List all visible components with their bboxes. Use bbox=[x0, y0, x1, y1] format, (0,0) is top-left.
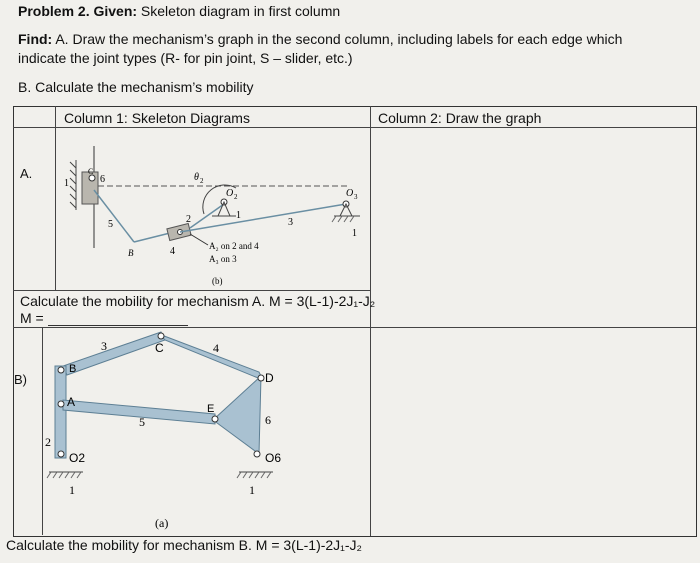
label-a-b: A bbox=[67, 395, 76, 409]
column-2-header: Column 2: Draw the graph bbox=[378, 110, 542, 126]
caption-b: (b) bbox=[212, 276, 223, 286]
link-3-b bbox=[63, 332, 165, 375]
link-6-b bbox=[213, 376, 261, 454]
label-o2-sub: 2 bbox=[234, 193, 238, 201]
calc-a-top-rule bbox=[13, 290, 370, 291]
label-ground-right-b: 1 bbox=[249, 483, 255, 497]
ground-hatch-left bbox=[70, 160, 76, 210]
pin-e-b bbox=[212, 416, 218, 422]
label-link3: 3 bbox=[288, 217, 293, 228]
label-link4: 4 bbox=[170, 246, 175, 257]
label-link2: 2 bbox=[186, 214, 191, 225]
skeleton-diagram-a bbox=[56, 128, 370, 290]
label-o3-sub: 3 bbox=[354, 193, 358, 201]
label-ground-left-b: 1 bbox=[69, 483, 75, 497]
label-link1-mid: 1 bbox=[236, 210, 241, 221]
label-o3: O bbox=[346, 188, 354, 199]
row-a-label: A. bbox=[20, 166, 33, 181]
find-label: Find: bbox=[18, 31, 53, 47]
label-o2-b: O2 bbox=[69, 451, 86, 465]
skeleton-diagram-b bbox=[43, 328, 370, 535]
link-4-b bbox=[159, 334, 263, 380]
pin-o6-b bbox=[254, 451, 260, 457]
calc-a-m-prefix: M = bbox=[20, 310, 44, 326]
label-d-b: D bbox=[265, 371, 274, 385]
label-c: C bbox=[88, 167, 94, 176]
calc-a-text: Calculate the mobility for mechanism A. M = 3(L-1)-2J₁-J₂ bbox=[20, 293, 376, 309]
problem-title bbox=[18, 3, 340, 19]
ground-o6-hatch bbox=[237, 472, 271, 478]
label-theta2-sub: 2 bbox=[200, 177, 204, 185]
caption-a: (a) bbox=[155, 516, 169, 530]
note-pointer bbox=[190, 234, 208, 245]
problem-heading-rest: Skeleton diagram in first column bbox=[137, 3, 341, 19]
o3-hatch bbox=[332, 216, 354, 222]
label-e-b: E bbox=[207, 403, 215, 415]
label-link2-b: 2 bbox=[45, 435, 51, 449]
label-b: B bbox=[128, 248, 134, 258]
calc-a-answer-line bbox=[20, 310, 188, 326]
pin-c-b bbox=[158, 333, 164, 339]
problem-heading: Problem 2. Given: bbox=[18, 3, 138, 19]
label-c-b: C bbox=[155, 341, 164, 355]
pin-d-b bbox=[258, 375, 264, 381]
label-b-b: B bbox=[69, 363, 77, 375]
find-instructions bbox=[18, 30, 658, 68]
label-o6-b: O6 bbox=[265, 451, 282, 465]
note-line-1: A₂ on 2 and 4 bbox=[209, 241, 259, 251]
note-line-2: A₃ on 3 bbox=[209, 254, 237, 264]
label-link4-b: 4 bbox=[213, 341, 219, 355]
pin-a-b bbox=[58, 401, 64, 407]
label-link3-b: 3 bbox=[101, 339, 107, 353]
calc-a-answer-blank[interactable] bbox=[48, 312, 188, 326]
column-1-header: Column 1: Skeleton Diagrams bbox=[64, 110, 250, 126]
link-2-b bbox=[55, 366, 66, 458]
ground-o2-hatch bbox=[47, 472, 81, 478]
label-link5-b: 5 bbox=[139, 415, 145, 429]
label-o2: O bbox=[226, 188, 234, 199]
find-text: A. Draw the mechanism’s graph in the second column, including labels for each edge which indicate the joint types (R- for pin joint, S – slider, etc.) bbox=[18, 31, 623, 66]
link-5 bbox=[94, 190, 134, 242]
label-link5: 5 bbox=[108, 219, 113, 230]
label-link6-b: 6 bbox=[265, 413, 271, 427]
pin-b-b bbox=[58, 367, 64, 373]
label-theta2: θ bbox=[194, 172, 199, 183]
pin-o2-b bbox=[58, 451, 64, 457]
table-column-divider bbox=[370, 106, 371, 536]
row-b-label: B) bbox=[14, 372, 27, 387]
part-b-instruction: B. Calculate the mechanism’s mobility bbox=[18, 79, 254, 95]
label-link6: 6 bbox=[100, 174, 105, 185]
calc-b-text: Calculate the mobility for mechanism B. M = 3(L-1)-2J₁-J₂ bbox=[6, 537, 362, 553]
label-link1-right: 1 bbox=[352, 228, 357, 239]
label-link1-left: 1 bbox=[64, 178, 69, 189]
